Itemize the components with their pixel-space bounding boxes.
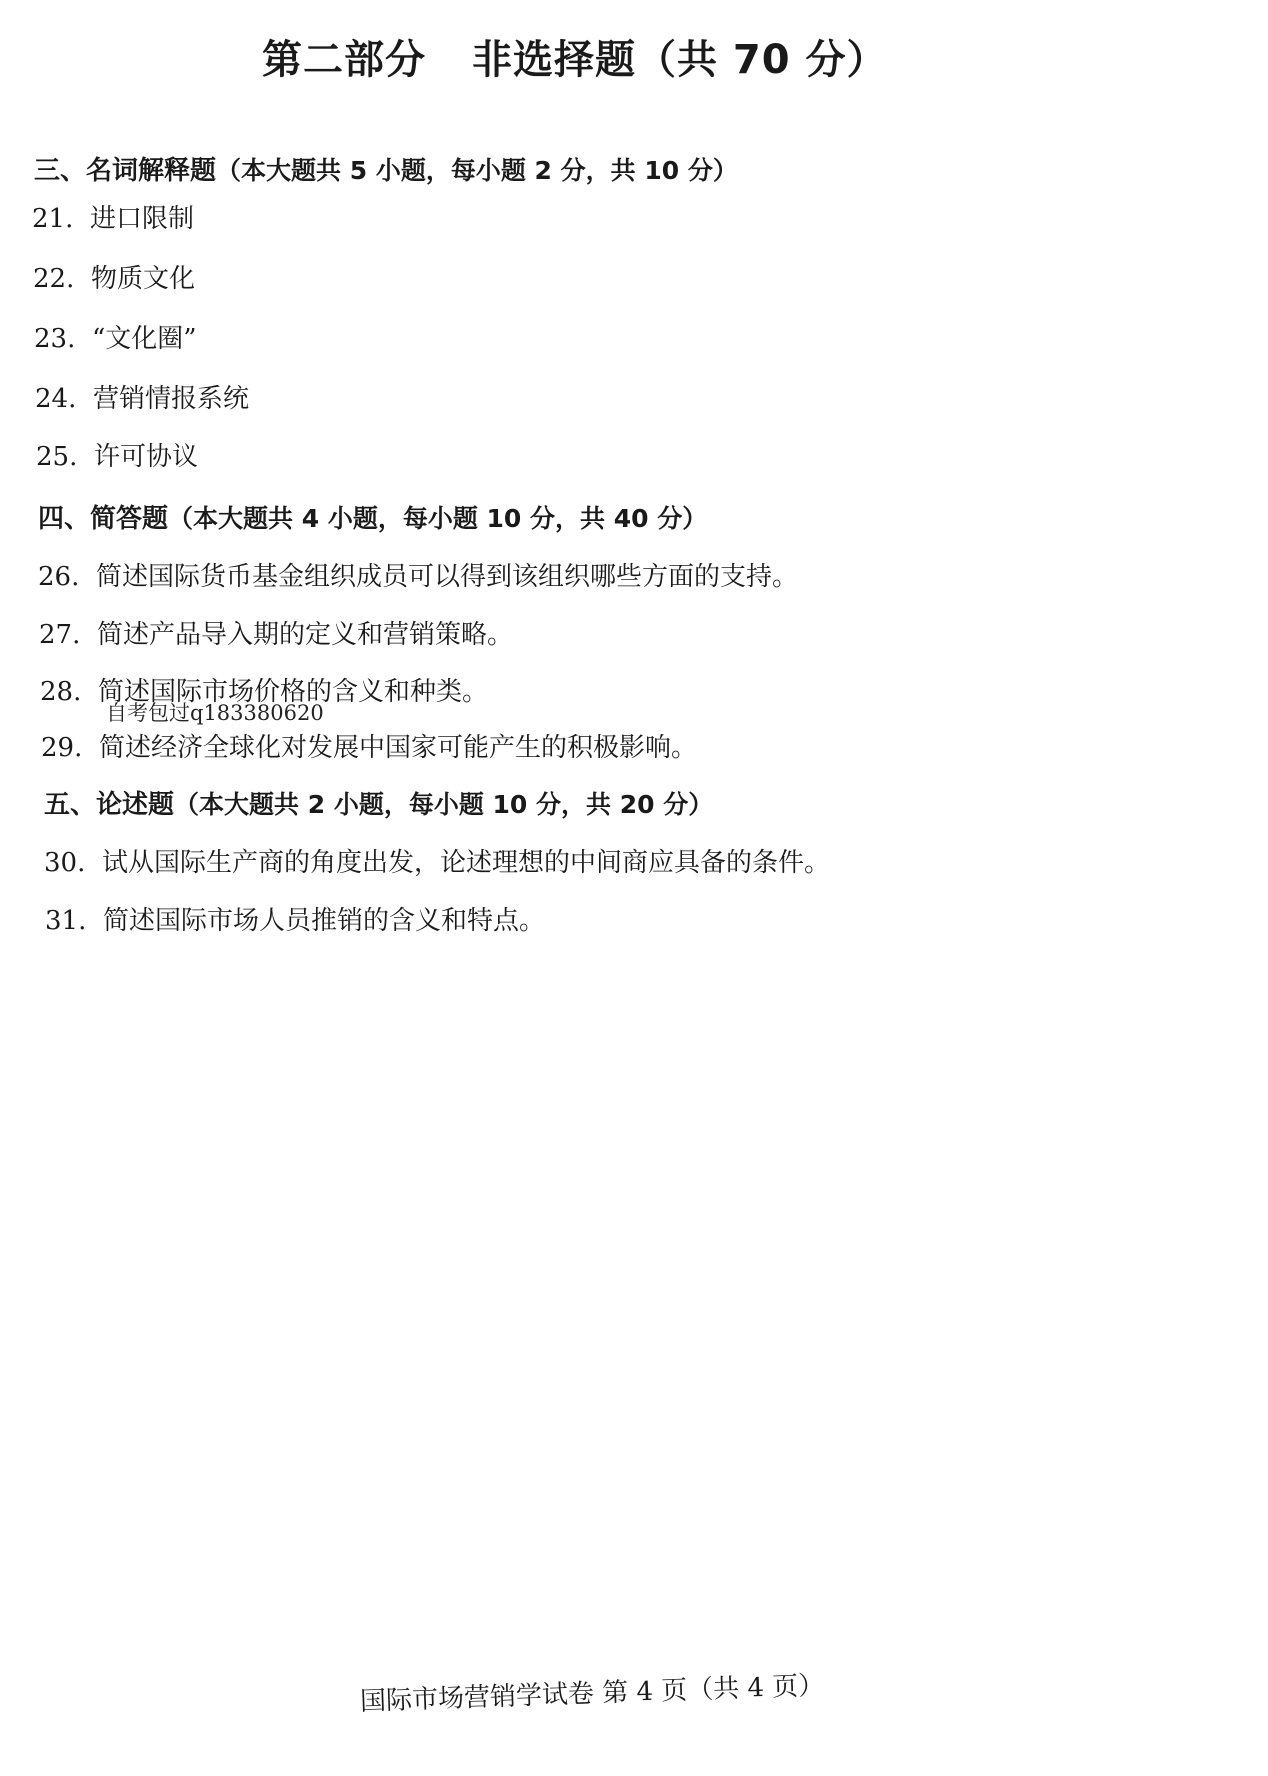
question-number: 27. — [39, 620, 81, 650]
question-item — [32, 198, 194, 235]
question-number: 30. — [44, 848, 86, 878]
question-text: 简述国际市场价格的含义和种类。 — [98, 677, 489, 707]
section-heading-4 — [38, 498, 707, 535]
question-item — [39, 614, 513, 651]
question-text: 物质文化 — [91, 264, 196, 294]
question-number: 26. — [38, 562, 80, 592]
question-text: 简述经济全球化对发展中国家可能产生的积极影响。 — [99, 733, 698, 763]
question-text: 简述国际市场人员推销的含义和特点。 — [103, 906, 546, 936]
question-number: 31. — [45, 906, 87, 936]
question-number: 24. — [35, 384, 77, 414]
question-text: 试从国际生产商的角度出发，论述理想的中间商应具备的条件。 — [102, 848, 831, 878]
section-title: 四、简答题 — [38, 504, 169, 534]
question-text: 简述国际货币基金组织成员可以得到该组织哪些方面的支持。 — [96, 562, 799, 592]
question-item — [35, 378, 249, 415]
question-item — [38, 556, 798, 593]
question-item — [36, 436, 198, 473]
question-item — [45, 900, 545, 937]
question-number: 22. — [33, 264, 75, 294]
question-item — [44, 842, 830, 879]
watermark-text: 自考包过q183380620 — [106, 701, 324, 725]
section-title: 三、名词解释题 — [34, 156, 217, 186]
question-number: 29. — [41, 733, 83, 763]
section-note: （本大题共 5 小题，每小题 2 分，共 10 分） — [216, 156, 738, 185]
section-heading-5 — [44, 784, 713, 821]
part-title: 非选择题（共 70 分） — [472, 37, 888, 83]
question-text: 营销情报系统 — [93, 384, 250, 414]
question-number: 23. — [34, 324, 76, 354]
question-item — [34, 318, 197, 355]
section-title: 五、论述题 — [44, 790, 175, 820]
question-item — [33, 258, 195, 295]
question-number: 25. — [36, 442, 78, 472]
question-text: 许可协议 — [94, 442, 199, 472]
question-number: 28. — [40, 677, 82, 707]
section-heading-3 — [34, 150, 738, 187]
page-footer: 国际市场营销学试卷 第 4 页（共 4 页） — [359, 1670, 825, 1717]
section-note: （本大题共 2 小题，每小题 10 分，共 20 分） — [174, 790, 714, 819]
part-label: 第二部分 — [262, 37, 426, 83]
question-text: “文化圈” — [92, 324, 197, 354]
question-number: 21. — [32, 204, 74, 234]
section-note: （本大题共 4 小题，每小题 10 分，共 40 分） — [168, 504, 708, 533]
question-item — [41, 727, 697, 764]
page-title — [262, 28, 888, 85]
question-text: 简述产品导入期的定义和营销策略。 — [97, 620, 514, 650]
question-text: 进口限制 — [90, 204, 195, 234]
